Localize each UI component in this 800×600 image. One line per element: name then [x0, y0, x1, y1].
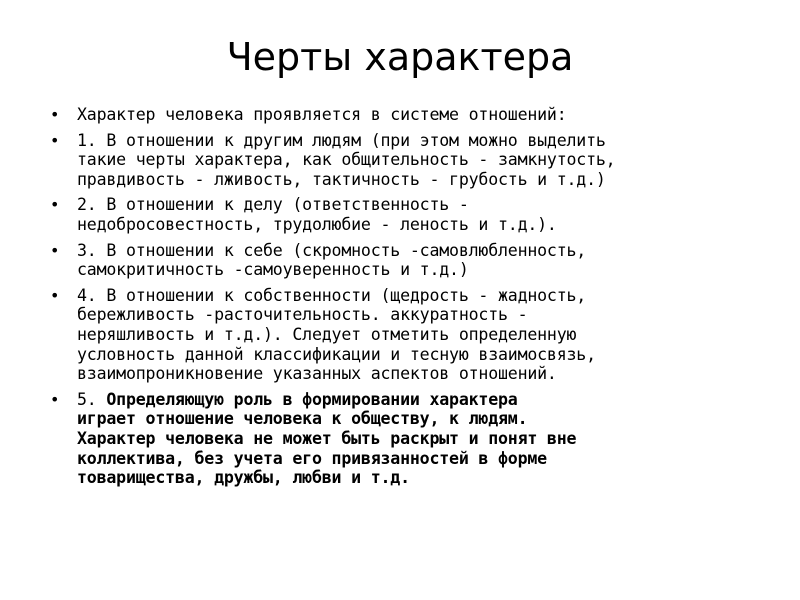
text-line: 3. В отношении к себе (скромность -самовлюбленность, — [77, 240, 587, 260]
emphasis-text: коллектива, без учета его привязанностей в форме — [77, 448, 547, 468]
text-line: недобросовестность, трудолюбие - леность и т.д.). — [77, 214, 557, 234]
list-item-text — [77, 105, 765, 125]
emphasis-text: товарищества, дружбы, любви и т.д. — [77, 468, 410, 488]
text-line: Характер человека проявляется в системе отношений: — [77, 105, 567, 124]
list-item-text — [77, 195, 765, 234]
list-item — [50, 286, 765, 384]
item-number-prefix: 5. — [77, 389, 107, 409]
bullet-icon: • — [50, 105, 60, 124]
text-line: условность данной классификации и тесную взаимосвязь, — [77, 344, 596, 364]
list-item-text — [77, 241, 765, 280]
list-item-text — [77, 131, 765, 190]
emphasis-text: Характер человека не может быть раскрыт и понят вне — [77, 428, 577, 448]
list-item — [50, 390, 765, 488]
list-item — [50, 195, 765, 234]
text-line: 1. В отношении к другим людям (при этом можно выделить — [77, 130, 606, 150]
list-item — [50, 131, 765, 190]
text-line: правдивость - лживость, тактичность - грубость и т.д.) — [77, 169, 606, 189]
text-line: самокритичность -самоуверенность и т.д.) — [77, 260, 469, 280]
emphasis-text: Определяющую роль в формировании характера — [106, 389, 518, 409]
text-line: 2. В отношении к делу (ответственность - — [77, 195, 469, 215]
list-item-text — [77, 286, 765, 384]
text-line — [77, 390, 765, 410]
bullet-list — [50, 105, 765, 494]
emphasis-text: играет отношение человека к обществу, к людям. — [77, 409, 528, 429]
bullet-icon: • — [50, 195, 60, 215]
text-line: бережливость -расточительность. аккуратность - — [77, 305, 528, 325]
list-item — [50, 241, 765, 280]
bullet-icon: • — [50, 389, 60, 409]
text-line: взаимопроникновение указанных аспектов отношений. — [77, 364, 557, 384]
text-line: такие черты характера, как общительность - замкнутость, — [77, 150, 616, 170]
text-line: неряшливость и т.д.). Следует отметить определенную — [77, 324, 577, 344]
slide-title: Черты характера — [226, 35, 574, 79]
bullet-icon: • — [50, 240, 60, 260]
list-item — [50, 105, 765, 125]
bullet-icon: • — [50, 130, 60, 150]
list-item-text — [77, 390, 765, 488]
text-line: 4. В отношении к собственности (щедрость - жадность, — [77, 285, 587, 305]
bullet-icon: • — [50, 285, 60, 305]
